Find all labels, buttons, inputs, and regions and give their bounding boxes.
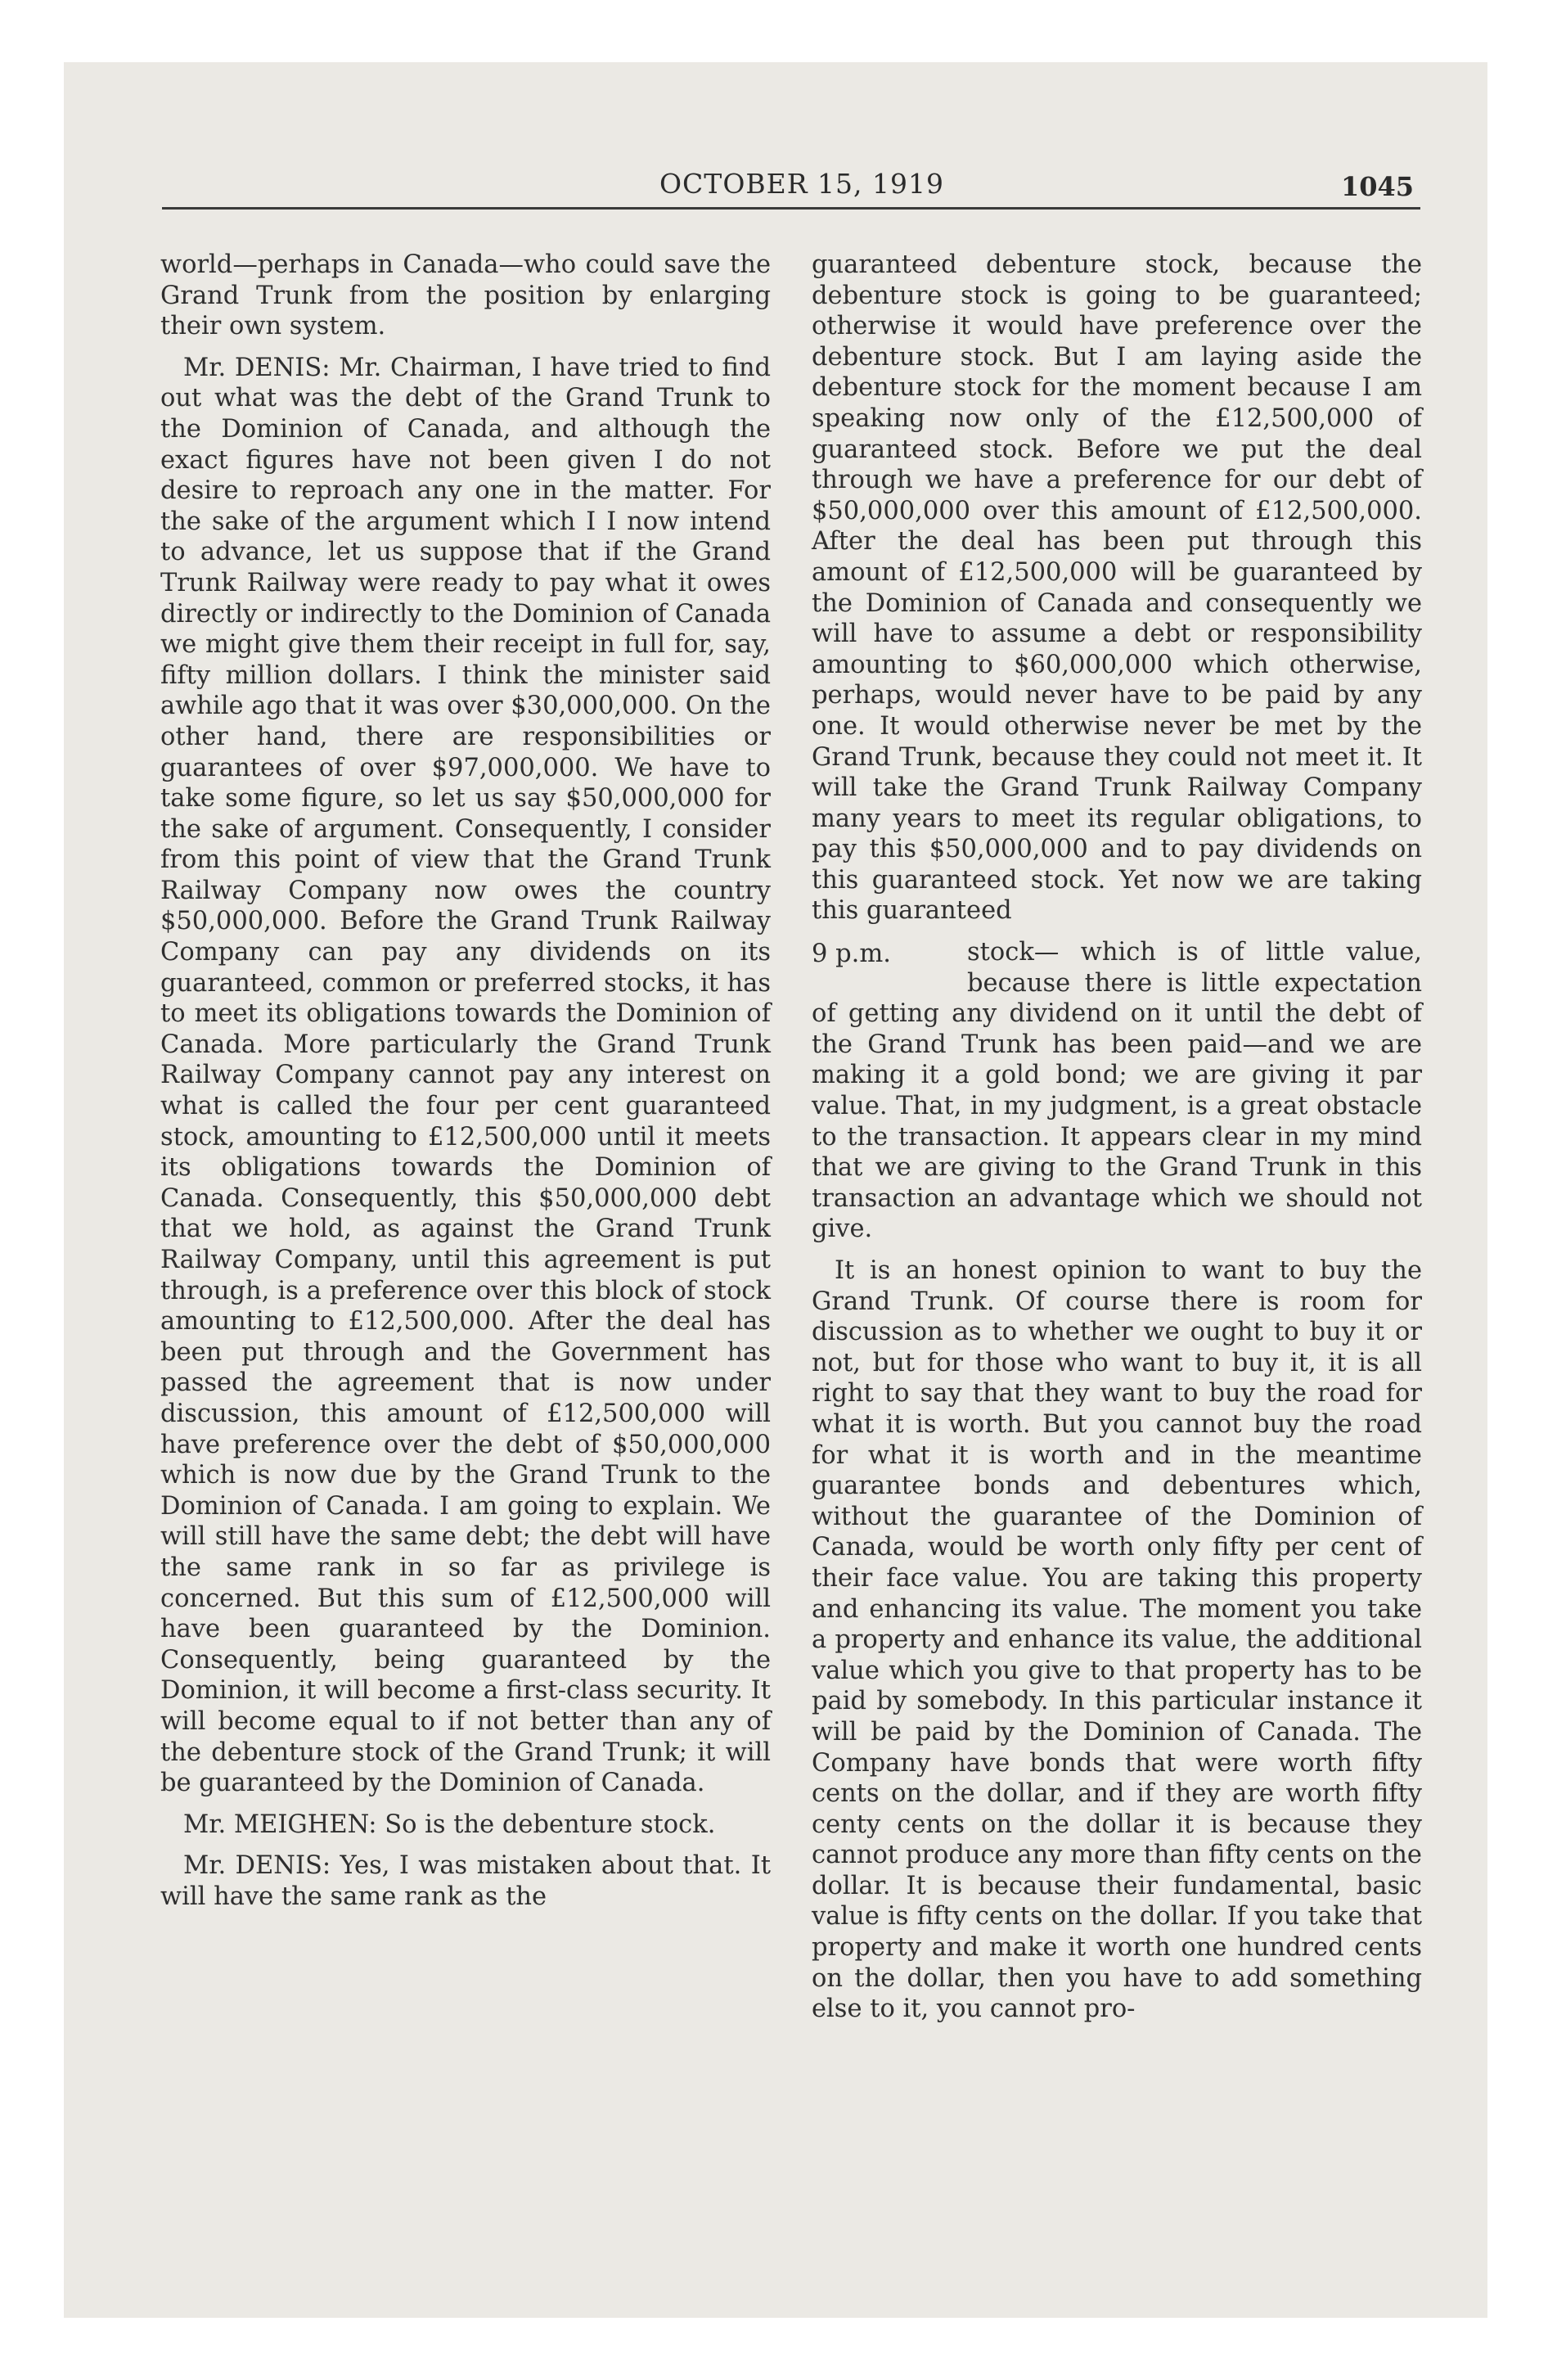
paragraph: guaranteed debenture stock, because the debenture stock is going to be guaranteed; otherwise it would have preference over the debenture stock. But I am laying aside the debenture stock for the moment because I am speaking now only of the £12,500,000 of guaranteed stock. Before we put the deal through we have a preference for our debt of $50,000,000 over this amount of £12,500,000. After the deal has been put through this amount of £12,500,000 will be guaranteed by the Dominion of Canada and consequently we will have to assume a debt or responsibility amounting to $60,000,000 which otherwise, perhaps, would never have to be paid by any one. It would otherwise never be met by the Grand Trunk, because they could not meet it. It will take the Grand Trunk Railway Company many years to meet its regular obligations, to pay this $50,000,000 and to pay dividends on this guaranteed stock. Yet now we are taking this guaranteed bbox=[812, 250, 1422, 926]
paragraph-text: stock— which is of little value, because there is little expectation of getting any dividend on it until the debt of the Grand Trunk has been paid—and we are making it a gold bond; we are giving it par value. That, in my judgment, is a great obstacle to the transaction. It appears clear in my mind that we are giving to the Grand Trunk in this transaction an advantage which we should not give. bbox=[812, 938, 1422, 1244]
paragraph: Mr. DENIS: Yes, I was mistaken about that. It will have the same rank as the bbox=[160, 1851, 771, 1911]
header-date: OCTOBER 15, 1919 bbox=[659, 168, 944, 200]
page-header bbox=[162, 165, 1420, 210]
page-number: 1045 bbox=[1340, 171, 1414, 202]
paragraph: Mr. DENIS: Mr. Chairman, I have tried to find out what was the debt of the Grand Trunk to the Dominion of Canada, and although the exact figures have not been given I do not desire to reproach any one in the matter. For the sake of the argument which I I now intend to advance, let us suppose that if the Grand Trunk Railway were ready to pay what it owes directly or indirectly to the Dominion of Canada we might give them their receipt in full for, say, fifty million dollars. I think the minister said awhile ago that it was over $30,000,000. On the other hand, there are responsibilities or guarantees of over $97,000,000. We have to take some figure, so let us say $50,000,000 for the sake of argument. Consequently, I consider from this point of view that the Grand Trunk Railway Company now owes the country $50,000,000. Before the Grand Trunk Railway Company can pay any dividends on its guaranteed, common or preferred stocks, it has to meet its obligations towards the Dominion of Canada. More particularly the Grand Trunk Railway Company cannot pay any interest on what is called the four per cent guaranteed stock, amounting to £12,500,000 until it meets its obligations towards the Dominion of Canada. Consequently, this $50,000,000 debt that we hold, as against the Grand Trunk Railway Company, until this agreement is put through, is a preference over this block of stock amounting to £12,500,000. After the deal has been put through and the Government has passed the agreement that is now under discussion, this amount of £12,500,000 will have preference over the debt of $50,000,000 which is now due by the Grand Trunk to the Dominion of Canada. I am going to explain. We will still have the same debt; the debt will have the same rank in so far as privilege is concerned. But this sum of £12,500,000 will have been guaranteed by the Dominion. Consequently, being guaranteed by the Dominion, it will become a first-class security. It will become equal to if not better than any of the debenture stock of the Grand Trunk; it will be guaranteed by the Dominion of Canada. bbox=[160, 353, 771, 1798]
right-column bbox=[812, 250, 1422, 2025]
paragraph: Mr. MEIGHEN: So is the debenture stock. bbox=[183, 1810, 716, 1839]
paragraph-continuation bbox=[812, 937, 1422, 1245]
paragraph: world—perhaps in Canada—who could save the Grand Trunk from the position by enlarging their own system. bbox=[160, 250, 771, 341]
left-column bbox=[160, 250, 771, 1912]
time-marginal-note: 9 p.m. bbox=[812, 940, 891, 969]
paragraph: It is an honest opinion to want to buy the Grand Trunk. Of course there is room for discussion as to whether we ought to buy it or not, but for those who want to buy it, it is all right to say that they want to buy the road for what it is worth. But you cannot buy the road for what it is worth and in the meantime guarantee bonds and debentures which, without the guarantee of the Dominion of Canada, would be worth only fifty per cent of their face value. You are taking this property and enhancing its value. The moment you take a property and enhance its value, the additional value which you give to that property has to be paid by somebody. In this particular instance it will be paid by the Dominion of Canada. The Company have bonds that were worth fifty cents on the dollar, and if they are worth fifty centy cents on the dollar it is because they cannot produce any more than fifty cents on the dollar. It is because their fundamental, basic value is fifty cents on the dollar. If you take that property and make it worth one hundred cents on the dollar, then you have to add something else to it, you cannot pro- bbox=[812, 1256, 1422, 2024]
